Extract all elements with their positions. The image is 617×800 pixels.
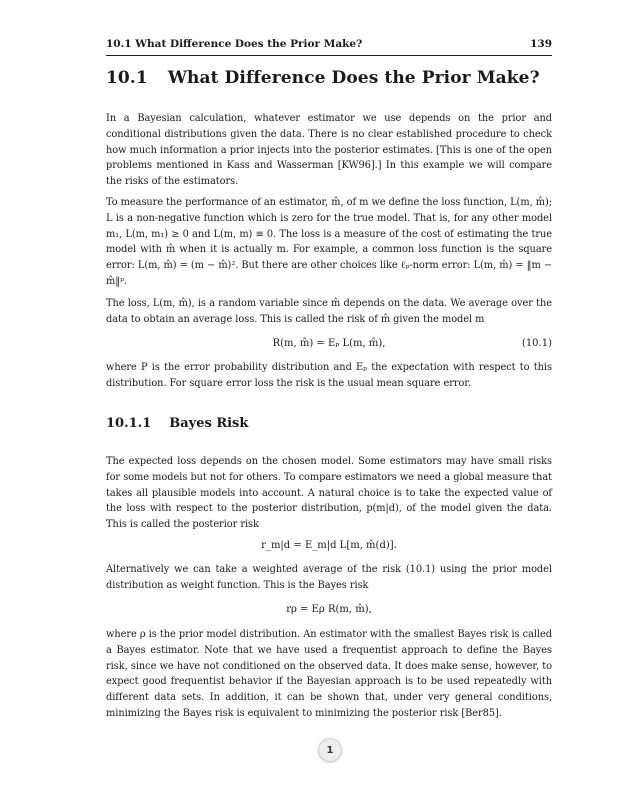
paragraph-bayes-estimator: where ρ is the prior model distribution. An estimator with the smallest Bayes risk is called a Bayes estimator. Note that we have used a frequentist approach to define the Bayes risk, since we have not conditioned on the observed data. It does make sense, however, to expect good frequentist behavior if the Bayesian approach is to be used repeatedly with different data sets. In addition, it can be shown that, under very general conditions, minimizing the Bayes risk is equivalent to minimizing the posterior risk [Ber85].: [106, 629, 552, 719]
section-title: What Difference Does the Prior Make?: [167, 68, 540, 88]
running-head: [106, 38, 552, 56]
paragraph-risk: The loss, L(m, m̂), is a random variable since m̂ depends on the data. We average over the data to obtain an average loss. This is called the risk of m̂ given the model m: [106, 298, 552, 325]
section-heading: [106, 68, 552, 88]
equation-bayes-risk: [106, 603, 552, 617]
page-indicator-badge[interactable]: 1: [318, 738, 342, 762]
equation-risk: [106, 337, 552, 351]
paragraph-error-distribution: where P is the error probability distribution and Eₚ the expectation with respect to this distribution. For square error loss the risk is the usual mean square error.: [106, 362, 552, 389]
subsection-number: 10.1.1: [106, 416, 152, 431]
running-head-page-number: 139: [530, 38, 552, 50]
running-head-title: 10.1 What Difference Does the Prior Make?: [106, 38, 363, 50]
paragraph-bayes-risk: Alternatively we can take a weighted average of the risk (10.1) using the prior model distribution as weight function. This is the Bayes risk: [106, 564, 552, 591]
equation-risk-body: R(m, m̂) = Eₚ L(m, m̂),: [272, 338, 386, 349]
subsection-heading: [106, 416, 552, 431]
section-number: 10.1: [106, 68, 148, 88]
paragraph-intro: In a Bayesian calculation, whatever estimator we use depends on the prior and conditional distributions given the data. There is no clear established procedure to check how much information a prior injects into the posterior estimates. [This is one of the open problems mentioned in Kass and Wasserman [KW96].] In this example we will compare the risks of the estimators.: [106, 113, 552, 188]
equation-posterior-risk: [106, 539, 552, 553]
equation-posterior-risk-body: r_m|d = E_m|d L[m, m̂(d)].: [261, 540, 397, 551]
paragraph-loss-function: To measure the performance of an estimator, m̂, of m we define the loss function, L(m, m̂); L is a non-negative function which is zero for the true model. That is, for any other model m₁, L(m, m₁) ≥ 0 and L(m, m) ≡ 0. The loss is a measure of the cost of estimating the true model with m̂ when it is actually m. For example, a common loss function is the square error: L(m, m̂) = (m − m̂)². But there are other choices like ℓₚ-norm error: L(m, m̂) = ‖m − m̂‖ᵖ.: [106, 197, 552, 287]
subsection-title: Bayes Risk: [169, 416, 249, 431]
equation-number: (10.1): [521, 338, 552, 349]
paragraph-posterior-risk: The expected loss depends on the chosen model. Some estimators may have small risks for some models but not for others. To compare estimators we need a global measure that takes all plausible models into account. A natural choice is to take the expected value of the loss with respect to the posterior distribution, p(m|d), of the model given the data. This is called the posterior risk: [106, 456, 552, 531]
equation-bayes-risk-body: rρ = Eρ R(m, m̂),: [286, 604, 372, 615]
